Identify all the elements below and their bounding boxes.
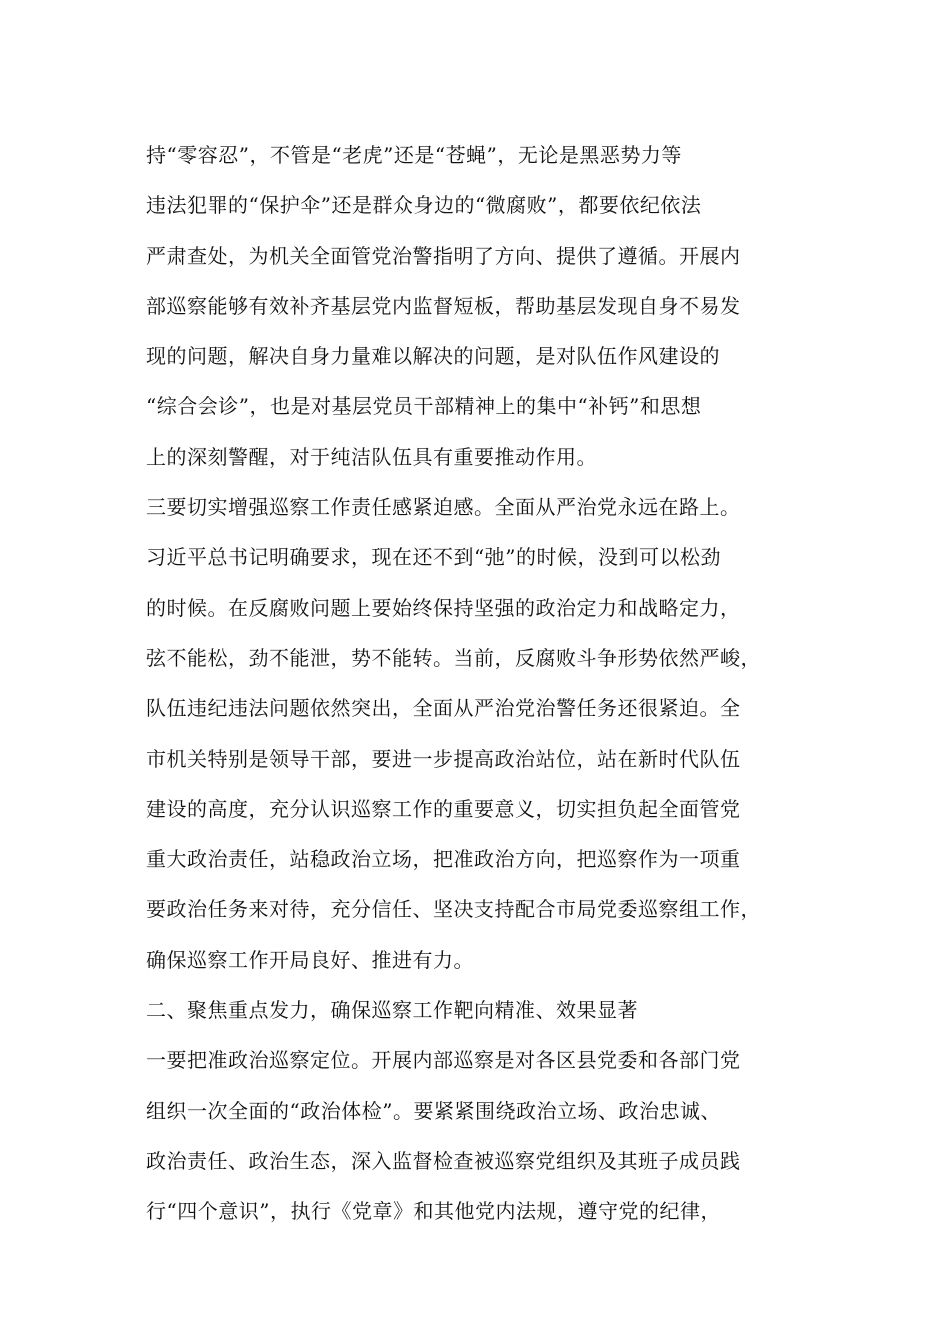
text-line: 一要把准政治巡察定位。开展内部巡察是对各区县党委和各部门党 bbox=[146, 1048, 741, 1073]
text-line: 组织一次全面的“政治体检”。要紧紧围绕政治立场、政治忠诚、 bbox=[146, 1098, 721, 1123]
text-line: 确保巡察工作开局良好、推进有力。 bbox=[146, 947, 474, 972]
text-line: 建设的高度，充分认识巡察工作的重要意义，切实担负起全面管党 bbox=[146, 796, 741, 821]
body-text bbox=[146, 130, 826, 1237]
text-line: 现的问题，解决自身力量难以解决的问题，是对队伍作风建设的 bbox=[146, 344, 720, 369]
text-line: 弦不能松，劲不能泄，势不能转。当前，反腐败斗争形势依然严峻， bbox=[146, 645, 761, 670]
text-line: 违法犯罪的“保护伞”还是群众身边的“微腐败”，都要依纪依法 bbox=[146, 193, 702, 218]
text-line: 队伍违纪违法问题依然突出，全面从严治党治警任务还很紧迫。全 bbox=[146, 696, 741, 721]
section-heading: 二、聚焦重点发力，确保巡察工作靶向精准、效果显著 bbox=[146, 998, 638, 1023]
text-line: 三要切实增强巡察工作责任感紧迫感。全面从严治党永远在路上。 bbox=[146, 495, 741, 520]
text-line: 上的深刻警醒，对于纯洁队伍具有重要推动作用。 bbox=[146, 444, 597, 469]
text-line: 市机关特别是领导干部，要进一步提高政治站位，站在新时代队伍 bbox=[146, 746, 741, 771]
text-line: 严肃查处，为机关全面管党治警指明了方向、提供了遵循。开展内 bbox=[146, 243, 741, 268]
text-line: 部巡察能够有效补齐基层党内监督短板，帮助基层发现自身不易发 bbox=[146, 293, 741, 318]
text-line: 重大政治责任，站稳政治立场，把准政治方向，把巡察作为一项重 bbox=[146, 847, 741, 872]
text-line: 行“四个意识”，执行《党章》和其他党内法规，遵守党的纪律， bbox=[146, 1199, 721, 1224]
text-line: “综合会诊”，也是对基层党员干部精神上的集中“补钙”和思想 bbox=[146, 394, 702, 419]
text-line: 持“零容忍”，不管是“老虎”还是“苍蝇”，无论是黑恶势力等 bbox=[146, 143, 682, 167]
text-line: 要政治任务来对待，充分信任、坚决支持配合市局党委巡察组工作， bbox=[146, 897, 761, 922]
text-line: 政治责任、政治生态，深入监督检查被巡察党组织及其班子成员践 bbox=[146, 1148, 741, 1173]
text-line: 习近平总书记明确要求，现在还不到“弛”的时候，没到可以松劲 bbox=[146, 545, 721, 570]
text-line: 的时候。在反腐败问题上要始终保持坚强的政治定力和战略定力， bbox=[146, 595, 741, 620]
